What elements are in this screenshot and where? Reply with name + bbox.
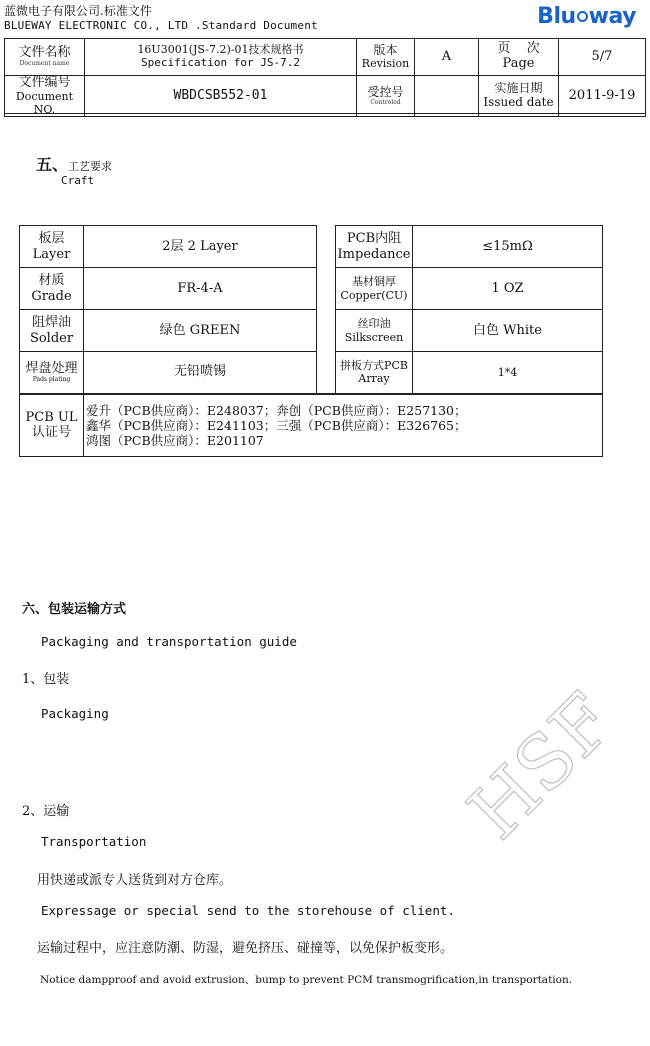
hsf-watermark-text: HSF [452,677,631,856]
craft-heading: 五、工艺要求 [36,155,113,174]
array-value: 1*4 [413,352,603,394]
company-name-cn: 蓝微电子有限公司.标准文件 [4,4,152,18]
hsf-watermark [452,677,631,856]
layer-value: 2层 2 Layer [84,226,317,268]
ul-cert-line: 鸿图（PCB供应商）：E201107 [86,432,264,448]
ul-cert-numbers [84,394,603,457]
transport-heading-en: Transportation [41,834,147,849]
table-gap [317,352,336,394]
issued-value: 2011-9-19 [559,76,646,117]
copper-label: 基材铜厚 Copper(CU) [336,268,413,310]
table-row [20,268,603,310]
packaging-heading: 六、包装运输方式 [22,602,127,617]
transport-heading: 2、运输 [22,804,70,819]
doc-no-label: 文件编号 Document NO. [5,76,85,117]
packaging-heading-en: Packaging and transportation guide [41,634,297,649]
pack-heading: 1、包装 [22,672,70,687]
craft-heading-en: Craft [61,174,95,187]
table-row [20,352,603,394]
table-row [20,310,603,352]
controlled-label: 受控号 Controled [357,76,415,117]
revision-value: A [415,39,479,76]
silkscreen-value: 白色 White [413,310,603,352]
table-row [20,394,603,457]
array-label: 拼板方式PCB Array [336,352,413,394]
table-row [20,226,603,268]
doc-no-value: WBDCSB552-01 [85,76,357,117]
pack-heading-en: Packaging [41,706,109,721]
ul-cert-line: 爱升（PCB供应商）：E248037；奔创（PCB供应商）：E257130； [86,402,467,418]
pads-plating-value: 无铅喷锡 [84,352,317,394]
grade-value: FR-4-A [84,268,317,310]
ul-cert-label: PCB UL认证号 [20,394,84,457]
company-name-en: BLUEWAY ELECTRONIC CO., LTD .Standard Document [4,19,318,32]
impedance-label: PCB内阻 Impedance [336,226,413,268]
controlled-value [415,76,479,117]
layer-label: 板层 Layer [20,226,84,268]
solder-label: 阻焊油 Solder [20,310,84,352]
craft-table [19,225,603,457]
transport-caution-en: Notice dampproof and avoid extrusion、bump to prevent PCM transmogrification,in transportation. [40,974,573,986]
ul-cert-line: 鑫华（PCB供应商）：E241103；三强（PCB供应商）：E326765； [86,417,467,433]
impedance-value: ≤15mΩ [413,226,603,268]
silkscreen-label: 丝印油 Silkscreen [336,310,413,352]
page-value: 5/7 [559,39,646,76]
header-divider [4,113,645,114]
pads-plating-label: 焊盘处理 Pads plating [20,352,84,394]
delivery-note-cn: 用快递或派专人送货到对方仓库。 [37,873,233,888]
issued-label: 实施日期 Issued date [479,76,559,117]
doc-name-value: 16U3001(JS-7.2)-01技术规格书 Specification for JS-7.2 [85,39,357,76]
document-header-table [4,38,646,117]
table-gap [317,226,336,268]
solder-value: 绿色 GREEN [84,310,317,352]
transport-caution-cn: 运输过程中，应注意防潮、防湿，避免挤压、碰撞等，以免保护板变形。 [37,941,454,956]
grade-label: 材质 Grade [20,268,84,310]
delivery-note-en: Expressage or special send to the storehouse of client. [41,903,455,918]
table-gap [317,268,336,310]
copper-value: 1 OZ [413,268,603,310]
doc-name-label: 文件名称 Document name [5,39,85,76]
table-gap [317,310,336,352]
page-label: 页 次 Page [479,39,559,76]
revision-label: 版本 Revision [357,39,415,76]
blueway-logo: Blu way [537,4,636,29]
